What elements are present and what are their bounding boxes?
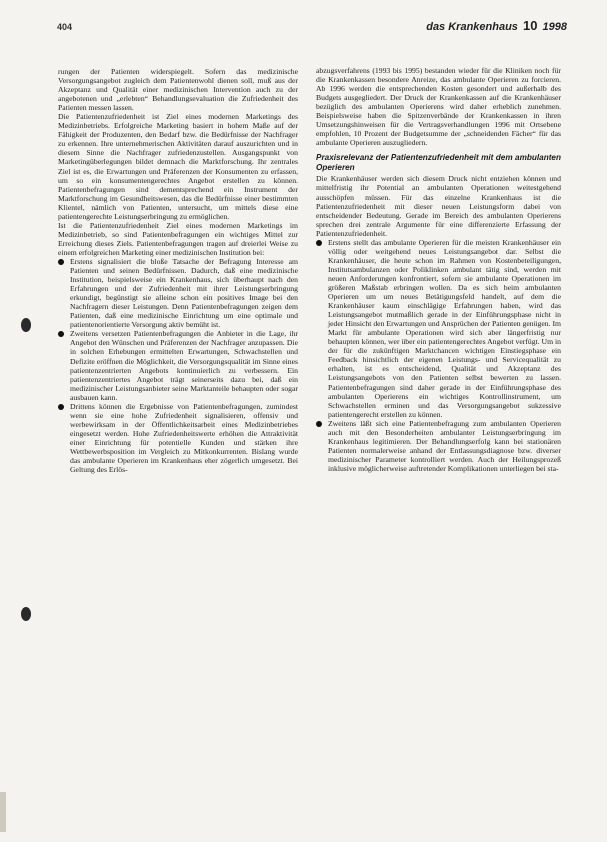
page-number: 404: [57, 22, 73, 32]
punch-hole-top: [21, 318, 31, 332]
bullet-paragraph: Zweitens läßt sich eine Patientenbefragung zum ambulanten Operieren auch mit den Besonderheiten ambulanter Leistungserbringung im Krankenhaus legitimieren. Der Behandlungserfolg kann bei stationären Patienten normalerweise anhand der Entlassungsdiagnose bzw. diverser medizinischer Parameter kontrolliert werden. Auch der Heilungsprozeß inklusive möglicherweise auftretender Komplikationen unterliegen bei sta-: [316, 419, 561, 473]
paragraph: Die Patientenzufriedenheit ist Ziel eines modernen Marketings des Medizinbetriebs. Erfolgreiche Marketing basiert in hohem Maße auf der Fähigkeit der Produzenten, den Bedarf bzw. die Bedürfnisse der Nachfrager zu erkennen. Ihre unternehmerischen Aktivitäten darauf auszurichten und in diesem Sinne die Nachfrager zufriedenzustellen. Ausgangspunkt von Marketingüberlegungen bildet demnach die Marktforschung. Ihr zentrales Ziel ist es, die Erwartungen und Präferenzen der Konsumenten zu erfassen, um so ein konsumentengerechtes Angebot erstellen zu können. Patientenbefragungen sind dementsprechend ein Instrument der Marktforschung im Gesundheitswesen, das die Bedürfnisse einer bestimmten Klientel, nämlich von Patienten, untersucht, um mittels diese eine patientengerechte Leistungserbringung zu ermöglichen.: [58, 112, 298, 221]
paragraph: Ist die Patientenzufriedenheit Ziel eines modernen Marketings im Medizinbetrieb, so sind Patientenbefragungen ein wichtiges Mittel zur Erreichung dieses Ziels. Patientenbefragungen tragen auf dreierlei Weise zu einem erfolgreichen Marketing einer medizinischen Institution bei:: [58, 220, 298, 257]
paragraph: rungen der Patienten widerspiegelt. Sofern das medizinische Versorgungsangebot zugleich dem Patientenwohl dienen soll, muß aus der Akzeptanz und Qualität einer medizinischen Intervention auch zu der angebotenen und „erlebten“ Behandlungsevaluation die Zufriedenheit des Patienten messen lassen.: [58, 67, 298, 113]
year: 1998: [542, 21, 567, 33]
left-column: [58, 67, 298, 474]
bullet-paragraph: Erstens signalisiert die bloße Tatsache der Befragung Interesse am Patienten und seinen Bedürfnissen. Dadurch, daß eine medizinische Institution, beispielsweise ein Krankenhaus, sich überhaupt nach den Erfahrungen und der Zufriedenheit mit ihrer Leistungserbringung erkundigt, begünstigt sie alleine schon ein positives Image bei den Nachfragern dieser Leistungen. Denn Patientenbefragungen zeigen dem Patienten, daß eine medizinische Einrichtung um eine optimale und patientenorientierte Versorgung aktiv bemüht ist.: [58, 257, 298, 329]
right-column: [316, 66, 561, 473]
paragraph: abzugsverfahrens (1993 bis 1995) bestanden wieder für die Kliniken noch für die Krankenkassen besondere Anreize, das ambulante Operieren zu forcieren. Ab 1996 werden die entsprechenden Kosten gesondert und außerhalb des Budgets ausgegliedert. Der Druck der Krankenkassen auf die Krankenhäuser bezüglich des ambulanten Operierens wird daher erheblich zunehmen. Beispielsweise haben die Spitzenverbände der Krankenkassen in ihren Umsetzungshinweisen für die Vertragsverhandlungen 1996 mit Ortsebene empfohlen, 10 Prozent der Budgetsumme der „schneidenden Fächer“ für das ambulante Operieren auszugliedern.: [316, 66, 561, 148]
bullet-paragraph: Zweitens versetzen Patientenbefragungen die Anbieter in die Lage, ihr Angebot den Wünschen und Präferenzen der Nachfrager anzupassen. Die in solchen Erhebungen ermittelten Erwartungen, Schwachstellen und Defizite eröffnen die Möglichkeit, die Versorgungsqualität im Sinne eines patientenzentrierten Angebots kontinuierlich zu verbessern. Ein patientenzentriertes Angebot trägt seinerseits dazu bei, daß ein medizinischer Leistungsanbieter seine Marktanteile behaupten oder sogar ausbauen kann.: [58, 329, 298, 401]
section-heading: Praxisrelevanz der Patientenzufriedenheit mit dem ambulanten Operieren: [316, 153, 561, 172]
scan-edge-mark: [0, 792, 6, 832]
bullet-paragraph: Drittens können die Ergebnisse von Patientenbefragungen, zumindest wenn sie eine hohe Zufriedenheit signalisieren, offensiv und werbewirksam in der Öffentlichkeitsarbeit eines Medizinbetriebes eingesetzt werden. Hohe Zufriedenheitswerte erhöhen die Attraktivität einer Einrichtung für potentielle Kunden und stärken ihre Wettbewerbsposition im Vergleich zu Mitkonkurrenten. Bislang wurde das ambulante Operieren im Krankenhaus eher zögerlich umgesetzt. Bei Geltung des Erlös-: [58, 402, 298, 474]
issue-number: 10: [522, 18, 538, 33]
bullet-paragraph: Erstens stellt das ambulante Operieren für die meisten Krankenhäuser ein völlig oder weitgehend neues Leistungsangebot dar. Selbst die Krankenhäuser, die heute schon im Rahmen von Kostenbeteiligungen, Institutsambulanzen oder Poliklinken ambulant tätig sind, werden mit neuen Anforderungen konfrontiert, sofern sie ambulante Operationen im größeren Maßstab erbringen wollen. Da es sich beim ambulanten Operieren um um neues Betätigungsfeld handelt, auf dem die Krankenhäuser kaum einschlägige Erfahrungen haben, wird das Leistungsangebot mutmaßlich gerade in der Einführungsphase nicht in jeder Hinsicht den Erwartungen und Ansprüchen der Patienten genügen. Im Markt für ambulante Operationen wird sich aber längerfristig nur behaupten können, wer über ein patientengerechtes Angebot verfügt. Um in der für die zukünftigen Marktchancen wichtigen Einstiegsphase ein Feedback hinsichtlich der eigenen Leistungs- und Servicequalität zu erhalten, ist es entscheidend, Qualität und Akzeptanz des Leistungsangebots von den Patienten selbst bewerten zu lassen. Patientenbefragungen sind daher gerade in der Einführungsphase des ambulanten Operierens ein wichtiges Kontrollinstrument, um Schwachstellen erminen und das Versorgungsangebot sukzessive patientengerecht erstellen zu können.: [316, 238, 561, 419]
paragraph: Die Krankenhäuser werden sich diesem Druck nicht entziehen können und mittelfristig ihr Potential an ambulanten Operationen weitestgehend ausschöpfen müssen. Für das einzelne Krankenhaus ist die Patientenzufriedenheit mit dieser neuen Leistungsform dabei von entscheidender Bedeutung. Gerade im Bereich des ambulanten Operierens sprechen drei zentrale Argumente für eine differenzierte Erfassung der Patientenzufriedenheit.: [316, 174, 561, 238]
running-header: [426, 18, 567, 33]
journal-name: das Krankenhaus: [426, 21, 518, 33]
punch-hole-bottom: [21, 607, 31, 621]
